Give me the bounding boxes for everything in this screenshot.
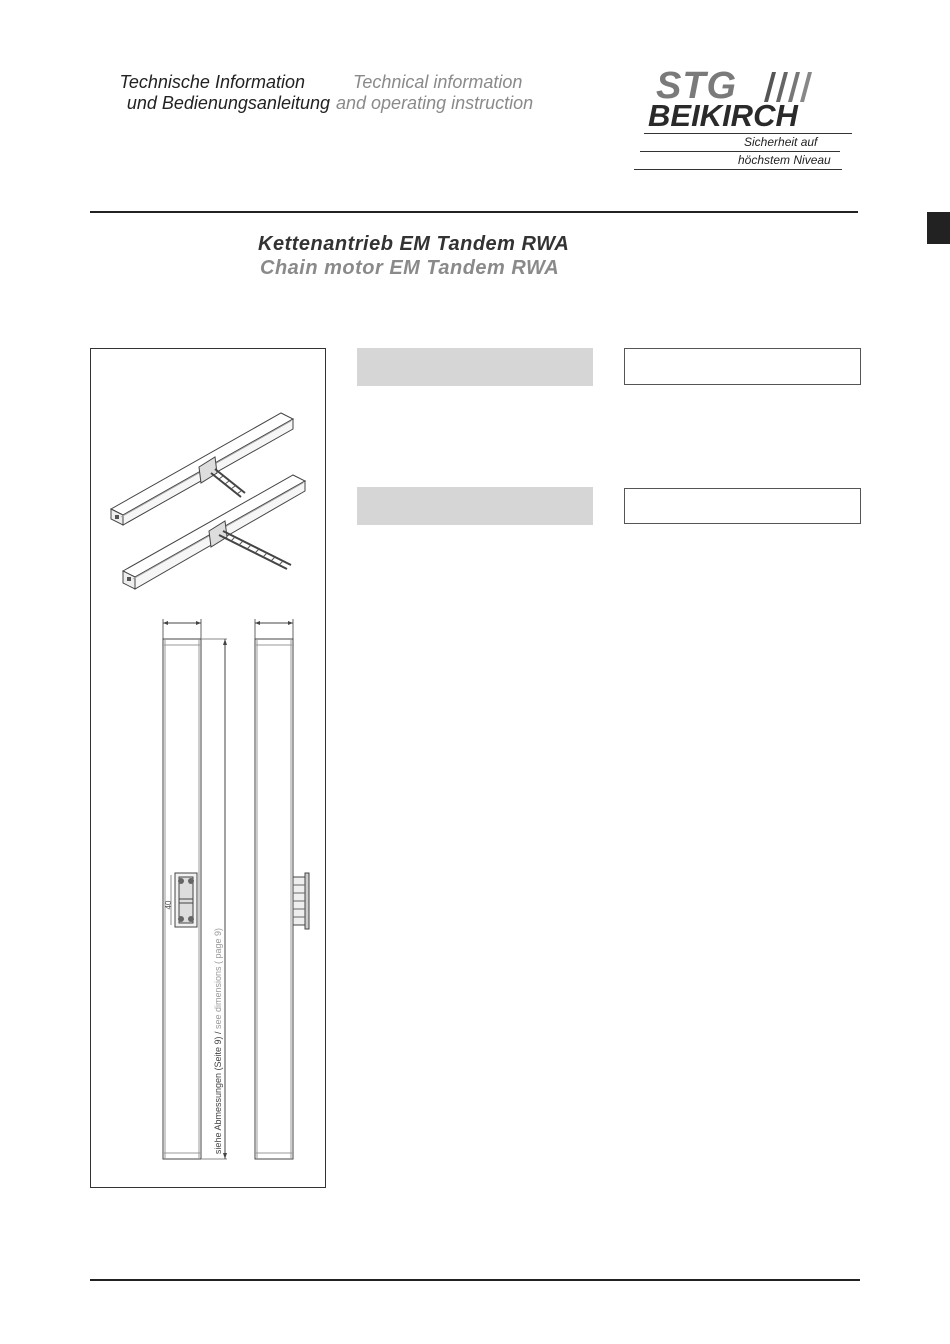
header-german-line2: und Bedienungsanleitung bbox=[126, 93, 330, 113]
dimension-40-label: 40 bbox=[164, 900, 173, 910]
header-german-line1: Technische Information bbox=[119, 72, 305, 92]
logo-tagline-2: höchstem Niveau bbox=[738, 153, 831, 167]
logo-divider-3 bbox=[634, 169, 842, 170]
header-english-line1: Technical information bbox=[353, 72, 523, 92]
bottom-rule bbox=[90, 1279, 860, 1281]
top-rule bbox=[90, 211, 858, 213]
dimension-note-de: siehe Abmessungen (Seite 9) / bbox=[213, 1031, 223, 1155]
logo-brand-top: STG bbox=[656, 65, 738, 107]
info-gray-box-1 bbox=[357, 348, 593, 386]
info-white-box-2 bbox=[624, 488, 861, 524]
logo-divider-1 bbox=[644, 133, 852, 134]
dimension-note bbox=[213, 928, 223, 1154]
tandem-motor-perspective-drawing-icon bbox=[91, 399, 325, 599]
dimension-note-en: see dimensions ( page 9) bbox=[213, 927, 223, 1032]
title-english: Chain motor EM Tandem RWA bbox=[260, 257, 560, 279]
side-tab-marker bbox=[927, 212, 950, 244]
header-english bbox=[336, 72, 576, 114]
company-logo bbox=[640, 64, 865, 174]
motor-side-view-drawing-icon bbox=[91, 609, 325, 1169]
info-white-box-1 bbox=[624, 348, 861, 385]
title-german: Kettenantrieb EM Tandem RWA bbox=[258, 233, 570, 255]
header-english-line2: and operating instruction bbox=[336, 93, 534, 113]
logo-tagline-1: Sicherheit auf bbox=[744, 135, 818, 149]
header-german bbox=[90, 72, 330, 114]
logo-divider-2 bbox=[640, 151, 840, 152]
logo-brand-bottom: BEIKIRCH bbox=[648, 98, 798, 133]
figure-panel bbox=[90, 348, 326, 1188]
info-gray-box-2 bbox=[357, 487, 593, 525]
